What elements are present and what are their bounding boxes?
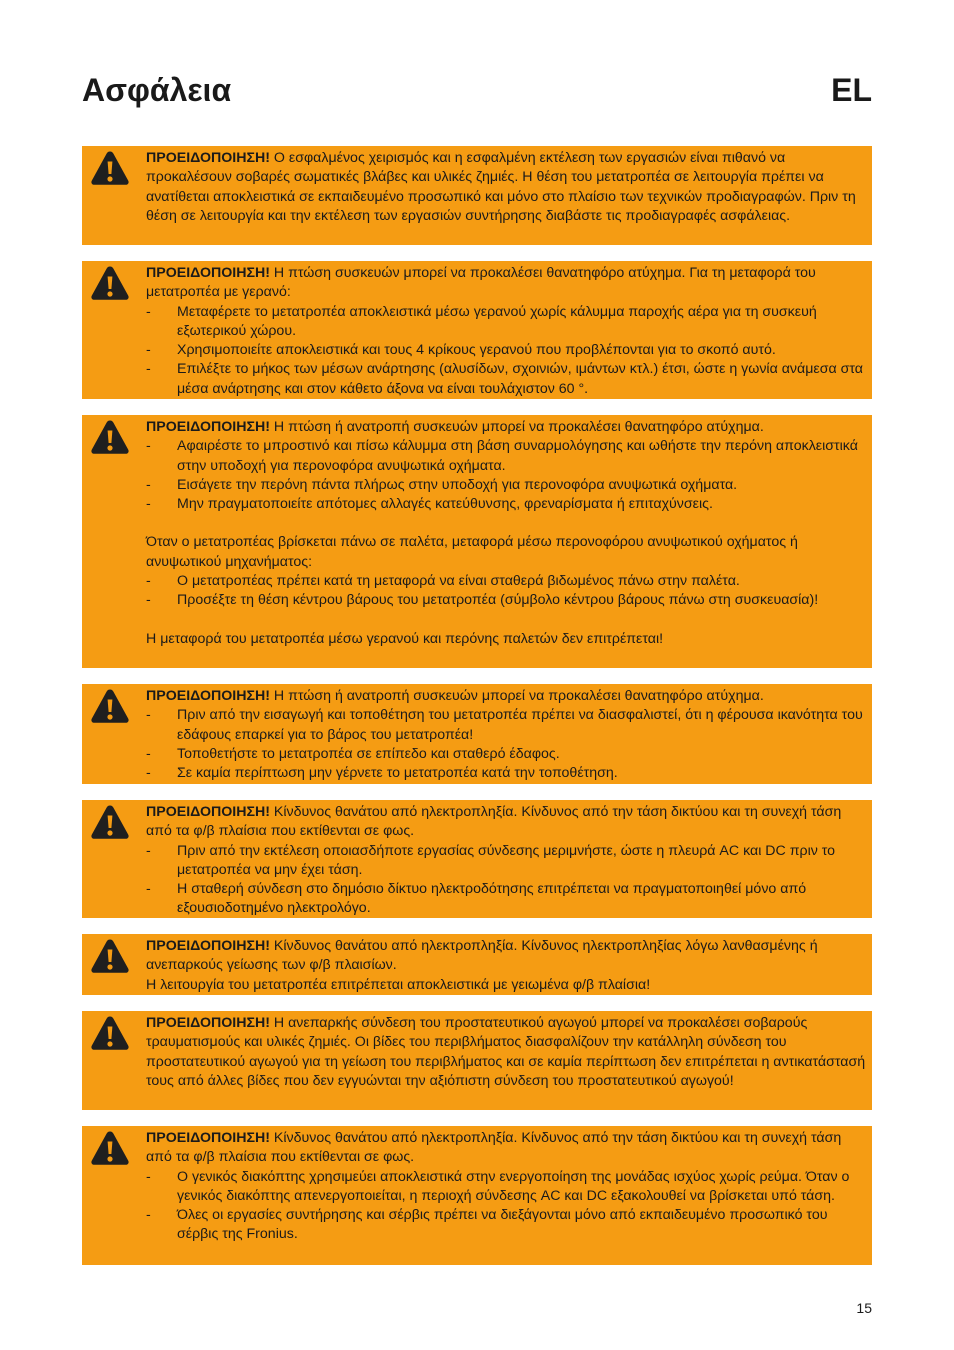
list-item: - Χρησιμοποιείτε αποκλειστικά και τους 4 κρίκους γερανού που προβλέπονται για το σκοπό αυτό.	[146, 341, 868, 360]
list-item: - Όλες οι εργασίες συντήρησης και σέρβις πρέπει να διεξάγονται μόνο από εκπαιδευμένο προσωπικό του σέρβις της Fronius.	[146, 1206, 868, 1245]
warning-box	[82, 1011, 872, 1110]
warning-triangle-icon	[90, 938, 130, 974]
page-number: 15	[856, 1300, 872, 1316]
warning-text: Κίνδυνος θανάτου από ηλεκτροπληξία. Κίνδυνος από την τάση δικτύου και τη συνεχή τάση από τα φ/β πλαίσια που εκτίθενται σε φως.	[146, 804, 842, 840]
warning-triangle-icon	[90, 150, 130, 186]
warning-triangle-icon	[90, 419, 130, 455]
warning-label: ΠΡΟΕΙΔΟΠΟΙΗΣΗ!	[146, 688, 270, 704]
list-item: - Μεταφέρετε το μετατροπέα αποκλειστικά μέσω γερανού χωρίς κάλυμμα παροχής αέρα για τη συσκευή εξωτερικού χώρου.	[146, 303, 868, 342]
warning-triangle-icon	[90, 1130, 130, 1166]
warning-paragraph: Η μεταφορά του μετατροπέα μέσω γερανού και περόνης παλετών δεν επιτρέπεται!	[146, 630, 664, 647]
warning-text: Κίνδυνος θανάτου από ηλεκτροπληξία. Κίνδυνος ηλεκτροπληξίας λόγω λανθασμένης ή ανεπαρκούς γείωσης των φ/β πλαισίων.	[146, 938, 818, 974]
list-item: - Ο μετατροπέας πρέπει κατά τη μεταφορά να είναι σταθερά βιδωμένος πάνω στην παλέτα.	[146, 572, 868, 591]
list-item: - Τοποθετήστε το μετατροπέα σε επίπεδο και σταθερό έδαφος.	[146, 745, 868, 764]
list-item: - Η σταθερή σύνδεση στο δημόσιο δίκτυο ηλεκτροδότησης επιτρέπεται να πραγματοποιηθεί μόνο από εξουσιοδοτημένο ηλεκτρολόγο.	[146, 880, 868, 919]
warning-text: Η πτώση ή ανατροπή συσκευών μπορεί να προκαλέσει θανατηφόρο ατύχημα.	[269, 419, 764, 435]
list-item: - Πριν από την εισαγωγή και τοποθέτηση του μετατροπέα πρέπει να διασφαλιστεί, ότι η φέρουσα ικανότητα του εδάφους επαρκεί για το βάρος του μετατροπέα!	[146, 706, 868, 745]
warning-text: Κίνδυνος θανάτου από ηλεκτροπληξία. Κίνδυνος από την τάση δικτύου και τη συνεχή τάση από τα φ/β πλαίσια που εκτίθενται σε φως.	[146, 1130, 842, 1166]
warning-label: ΠΡΟΕΙΔΟΠΟΙΗΣΗ!	[146, 1015, 270, 1031]
list-item: - Επιλέξτε το μήκος των μέσων ανάρτησης (αλυσίδων, σχοινιών, ιμάντων κτλ.) έτσι, ώστε η γωνία ανάμεσα στα μέσα ανάρτησης και στον κάθετο άξονα να είναι τουλάχιστον 60 °.	[146, 360, 868, 399]
warning-triangle-icon	[90, 688, 130, 724]
page-title: Ασφάλεια	[82, 72, 232, 108]
list-item: - Αφαιρέστε το μπροστινό και πίσω κάλυμμα στη βάση συναρμολόγησης και ωθήστε την περόνη αποκλειστικά στην υποδοχή για περονοφόρα ανυψωτικά οχήματα.	[146, 437, 868, 476]
warning-triangle-icon	[90, 1015, 130, 1051]
warning-label: ΠΡΟΕΙΔΟΠΟΙΗΣΗ!	[146, 804, 270, 820]
warning-list	[146, 706, 868, 783]
warning-box	[82, 684, 872, 784]
warning-label: ΠΡΟΕΙΔΟΠΟΙΗΣΗ!	[146, 419, 270, 435]
warning-label: ΠΡΟΕΙΔΟΠΟΙΗΣΗ!	[146, 150, 270, 166]
warning-label: ΠΡΟΕΙΔΟΠΟΙΗΣΗ!	[146, 938, 270, 954]
warning-list	[146, 437, 868, 514]
warning-triangle-icon	[90, 265, 130, 301]
warning-box	[82, 261, 872, 399]
list-item: - Ο γενικός διακόπτης χρησιμεύει αποκλειστικά στην ενεργοποίηση της μονάδας ισχύος χωρίς ρεύμα. Όταν ο γενικός διακόπτης απενεργοποιείται, η περιοχή σύνδεσης AC και DC εξακολουθεί να βρίσκεται υπό τάση.	[146, 1168, 868, 1207]
warning-list	[146, 303, 868, 399]
warning-box	[82, 1126, 872, 1265]
warning-label: ΠΡΟΕΙΔΟΠΟΙΗΣΗ!	[146, 1130, 270, 1146]
list-item: - Προσέξτε τη θέση κέντρου βάρους του μετατροπέα (σύμβολο κέντρου βάρους πάνω στη συσκευασία)!	[146, 591, 868, 610]
warning-box	[82, 934, 872, 995]
warning-paragraph: Η λειτουργία του μετατροπέα επιτρέπεται αποκλειστικά με γειωμένα φ/β πλαίσια!	[146, 976, 651, 993]
warning-list	[146, 572, 868, 611]
warning-box	[82, 800, 872, 918]
warning-label: ΠΡΟΕΙΔΟΠΟΙΗΣΗ!	[146, 265, 270, 281]
warning-box	[82, 415, 872, 668]
warning-text: Η πτώση ή ανατροπή συσκευών μπορεί να προκαλέσει θανατηφόρο ατύχημα.	[269, 688, 764, 704]
warning-text: Η πτώση συσκευών μπορεί να προκαλέσει θανατηφόρο ατύχημα. Για τη μεταφορά του μετατροπέα με γερανό:	[146, 265, 816, 301]
list-item: - Μην πραγματοποιείτε απότομες αλλαγές κατεύθυνσης, φρεναρίσματα ή επιταχύνσεις.	[146, 495, 868, 514]
language-code: EL	[831, 72, 872, 108]
list-item: - Εισάγετε την περόνη πάντα πλήρως στην υποδοχή για περονοφόρα ανυψωτικά οχήματα.	[146, 476, 868, 495]
list-item: - Σε καμία περίπτωση μην γέρνετε το μετατροπέα κατά την τοποθέτηση.	[146, 764, 868, 783]
list-item: - Πριν από την εκτέλεση οποιασδήποτε εργασίας σύνδεσης μεριμνήστε, ώστε η πλευρά AC και DC πριν το μετατροπέα να μην έχει τάση.	[146, 842, 868, 881]
warning-text: Ο εσφαλμένος χειρισμός και η εσφαλμένη εκτέλεση των εργασιών είναι πιθανό να προκαλέσουν σοβαρές σωματικές βλάβες και υλικές ζημιές. Η θέση του μετατροπέα σε λειτουργία πρέπει να ανατίθεται αποκλειστικά σε εκπαιδευμένο προσωπικό και μόνο στο πλαίσιο των τεχνικών προδιαγραφών. Πριν τη θέση σε λειτουργία και την εκτέλεση των εργασιών συντήρησης διαβάστε τις προδιαγραφές ασφάλειας.	[146, 150, 856, 224]
warning-box	[82, 146, 872, 245]
warning-paragraph: Όταν ο μετατροπέας βρίσκεται πάνω σε παλέτα, μεταφορά μέσω περονοφόρου ανυψωτικού οχήματος ή ανυψωτικού μηχανήματος:	[146, 534, 798, 570]
warning-list	[146, 842, 868, 919]
warning-list	[146, 1168, 868, 1245]
warning-triangle-icon	[90, 804, 130, 840]
warning-text: Η ανεπαρκής σύνδεση του προστατευτικού αγωγού μπορεί να προκαλέσει σοβαρούς τραυματισμούς και υλικές ζημιές. Οι βίδες του περιβλήματος διασφαλίζουν την κατάλληλη σύνδεση του προστατευτικού αγωγού για τη γείωση του περιβλήματος και σε καμία περίπτωση δεν επιτρέπεται η αντικατάστασή τους από άλλες βίδες που δεν εγγυώνται την αξιόπιστη σύνδεση του προστατευτικού αγωγού!	[146, 1015, 866, 1089]
